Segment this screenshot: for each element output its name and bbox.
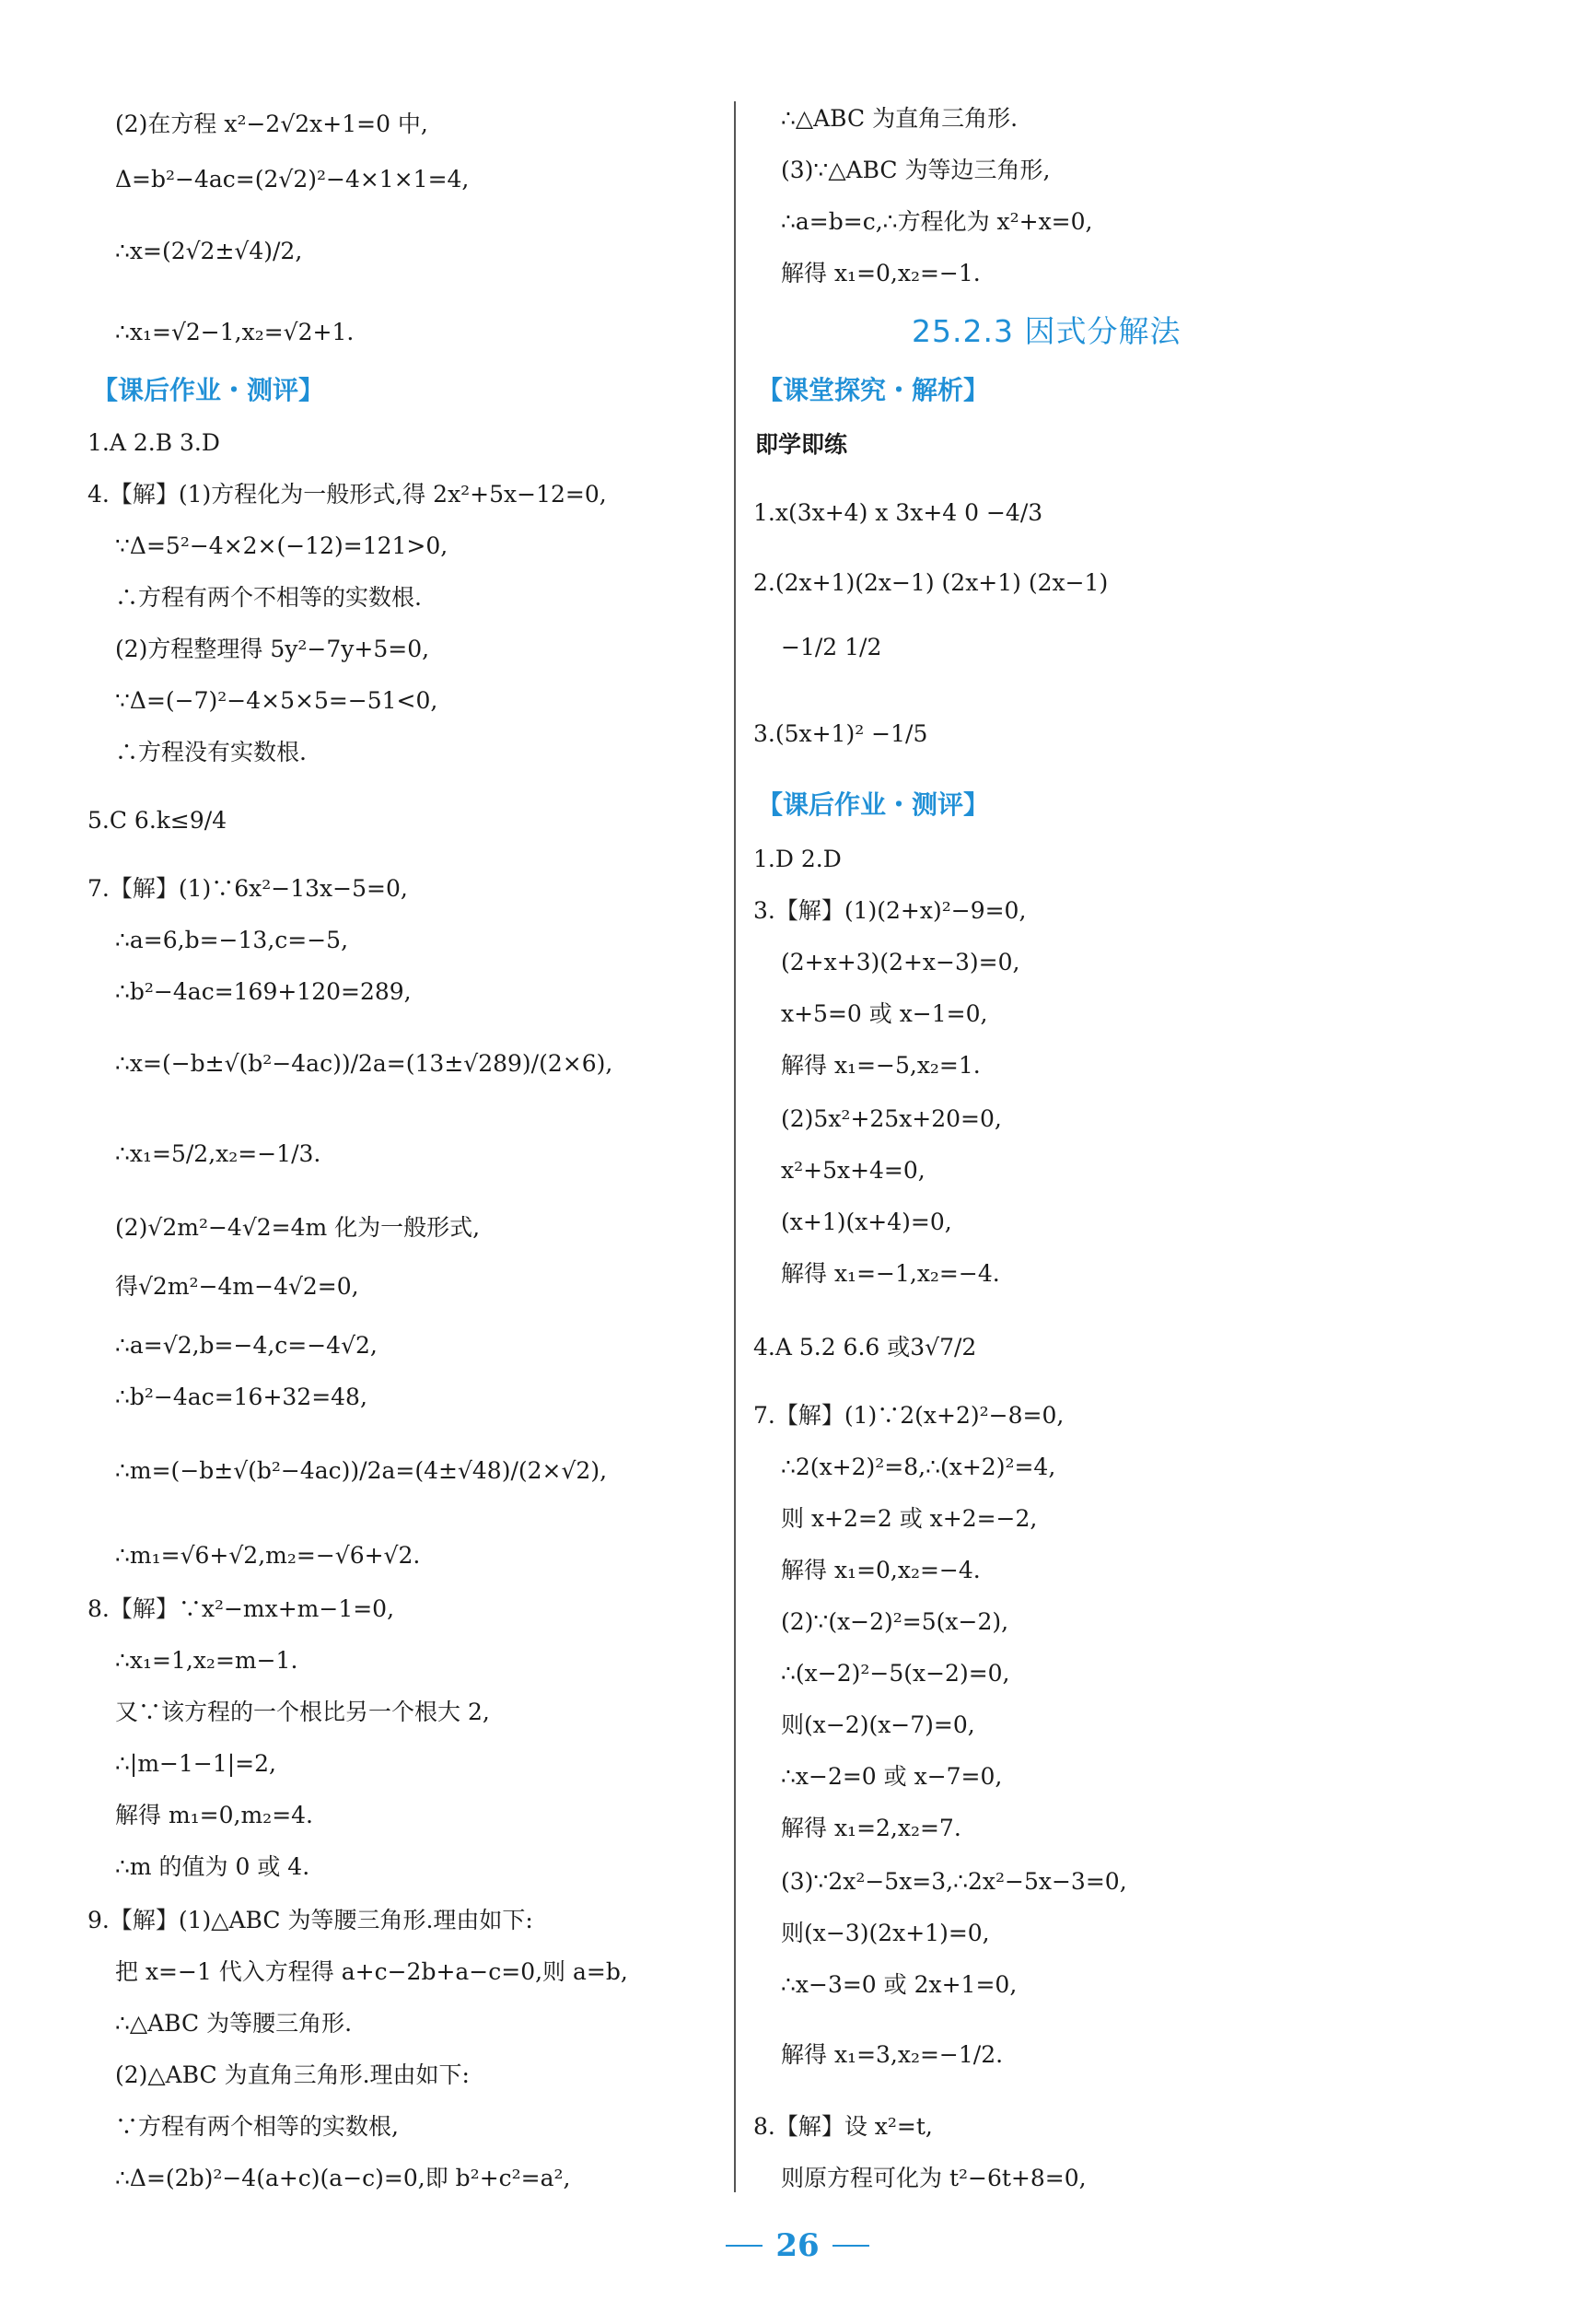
- text-line: 4.【解】(1)方程化为一般形式,得 2x²+5x−12=0,: [87, 481, 607, 508]
- text-line: 则(x−2)(x−7)=0,: [781, 1711, 975, 1738]
- text-line: Δ=b²−4ac=(2√2)²−4×1×1=4,: [115, 166, 470, 193]
- text-line: (2)△ABC 为直角三角形.理由如下:: [115, 2061, 470, 2088]
- text-line: (3)∵△ABC 为等边三角形,: [781, 157, 1051, 183]
- text-line: 把 x=−1 代入方程得 a+c−2b+a−c=0,则 a=b,: [115, 1958, 628, 1985]
- text-line: ∵方程有两个相等的实数根,: [115, 2113, 399, 2140]
- text-line: ∴b²−4ac=169+120=289,: [115, 978, 412, 1005]
- right-section-heading-1: 【课堂探究・解析】: [757, 375, 990, 405]
- text-line: (2)√2m²−4√2=4m 化为一般形式,: [115, 1214, 481, 1241]
- text-line: 解得 x₁=2,x₂=7.: [781, 1815, 961, 1841]
- text-line: 解得 x₁=−5,x₂=1.: [781, 1052, 981, 1079]
- text-line: 解得 m₁=0,m₂=4.: [115, 1802, 314, 1828]
- text-line: ∴△ABC 为等腰三角形.: [115, 2010, 353, 2037]
- text-line: 3.【解】(1)(2+x)²−9=0,: [753, 897, 1027, 924]
- text-line: ∴m=(−b±√(b²−4ac))/2a=(4±√48)/(2×√2),: [115, 1457, 608, 1484]
- text-line: ∴a=b=c,∴方程化为 x²+x=0,: [781, 208, 1093, 235]
- text-line: 8.【解】设 x²=t,: [753, 2113, 933, 2140]
- text-line: ∴Δ=(2b)²−4(a+c)(a−c)=0,即 b²+c²=a²,: [115, 2165, 571, 2191]
- text-line: ∴x₁=1,x₂=m−1.: [115, 1647, 298, 1674]
- text-line: 1.x(3x+4) x 3x+4 0 −4/3: [753, 499, 1043, 526]
- text-line: (x+1)(x+4)=0,: [781, 1209, 952, 1235]
- text-line: ∵Δ=5²−4×2×(−12)=121>0,: [115, 532, 448, 559]
- text-line: x²+5x+4=0,: [781, 1157, 926, 1184]
- footer-dash-left: [726, 2245, 763, 2247]
- text-line: −1/2 1/2: [781, 634, 882, 660]
- right-subheading: 即学即练: [755, 431, 848, 458]
- text-line: (2+x+3)(2+x−3)=0,: [781, 949, 1020, 975]
- text-line: 则 x+2=2 或 x+2=−2,: [781, 1505, 1038, 1532]
- text-line: ∴a=√2,b=−4,c=−4√2,: [115, 1332, 378, 1359]
- text-line: 得√2m²−4m−4√2=0,: [115, 1273, 359, 1300]
- page-number: 26: [775, 2227, 820, 2264]
- text-line: ∴m₁=√6+√2,m₂=−√6+√2.: [115, 1542, 421, 1569]
- right-section-heading-2: 【课后作业・测评】: [757, 789, 990, 820]
- text-line: ∴|m−1−1|=2,: [115, 1750, 276, 1777]
- text-line: ∴x−3=0 或 2x+1=0,: [781, 1971, 1018, 1998]
- text-line: ∴△ABC 为直角三角形.: [781, 105, 1019, 132]
- text-line: 3.(5x+1)² −1/5: [753, 720, 928, 747]
- text-line: ∴x₁=5/2,x₂=−1/3.: [115, 1140, 321, 1167]
- text-line: 则原方程可化为 t²−6t+8=0,: [781, 2165, 1087, 2191]
- text-line: 又∵该方程的一个根比另一个根大 2,: [115, 1699, 490, 1725]
- text-line: 7.【解】(1)∵6x²−13x−5=0,: [87, 875, 408, 902]
- text-line: ∴2(x+2)²=8,∴(x+2)²=4,: [781, 1454, 1056, 1480]
- text-line: (3)∵2x²−5x=3,∴2x²−5x−3=0,: [781, 1868, 1127, 1895]
- page-footer: [0, 2227, 1595, 2264]
- right-subtitle: 25.2.3 因式分解法: [912, 313, 1182, 349]
- text-line: x+5=0 或 x−1=0,: [781, 1000, 988, 1027]
- column-divider: [734, 101, 736, 2192]
- text-line: ∴m 的值为 0 或 4.: [115, 1853, 310, 1880]
- text-line: (2)方程整理得 5y²−7y+5=0,: [115, 636, 430, 662]
- text-line: (2)在方程 x²−2√2x+1=0 中,: [115, 111, 428, 137]
- text-line: ∴x₁=√2−1,x₂=√2+1.: [115, 319, 355, 345]
- footer-dash-right: [832, 2245, 869, 2247]
- text-line: 解得 x₁=0,x₂=−1.: [781, 260, 981, 286]
- text-line: (2)∵(x−2)²=5(x−2),: [781, 1608, 1009, 1635]
- text-line: 9.【解】(1)△ABC 为等腰三角形.理由如下:: [87, 1907, 533, 1933]
- text-line: ∴方程没有实数根.: [115, 739, 307, 765]
- text-line: 5.C 6.k≤9/4: [87, 807, 227, 834]
- text-line: ∴(x−2)²−5(x−2)=0,: [781, 1660, 1010, 1687]
- text-line: 4.A 5.2 6.6 或3√7/2: [753, 1334, 977, 1361]
- text-line: ∴b²−4ac=16+32=48,: [115, 1384, 367, 1410]
- text-line: 解得 x₁=−1,x₂=−4.: [781, 1260, 1000, 1287]
- text-line: 8.【解】∵x²−mx+m−1=0,: [87, 1595, 395, 1622]
- text-line: 则(x−3)(2x+1)=0,: [781, 1920, 990, 1946]
- text-line: ∴x=(−b±√(b²−4ac))/2a=(13±√289)/(2×6),: [115, 1050, 613, 1077]
- text-line: 1.D 2.D: [753, 846, 842, 872]
- text-line: 2.(2x+1)(2x−1) (2x+1) (2x−1): [753, 569, 1109, 596]
- text-line: ∵Δ=(−7)²−4×5×5=−51<0,: [115, 687, 438, 714]
- text-line: ∴方程有两个不相等的实数根.: [115, 584, 422, 611]
- text-line: (2)5x²+25x+20=0,: [781, 1105, 1002, 1132]
- text-line: 解得 x₁=0,x₂=−4.: [781, 1557, 981, 1583]
- text-line: 1.A 2.B 3.D: [87, 429, 220, 456]
- left-section-heading: 【课后作业・测评】: [92, 375, 325, 405]
- text-line: ∴x=(2√2±√4)/2,: [115, 238, 303, 264]
- text-line: 7.【解】(1)∵2(x+2)²−8=0,: [753, 1402, 1065, 1429]
- text-line: ∴x−2=0 或 x−7=0,: [781, 1763, 1003, 1790]
- text-line: ∴a=6,b=−13,c=−5,: [115, 927, 349, 953]
- text-line: 解得 x₁=3,x₂=−1/2.: [781, 2041, 1004, 2068]
